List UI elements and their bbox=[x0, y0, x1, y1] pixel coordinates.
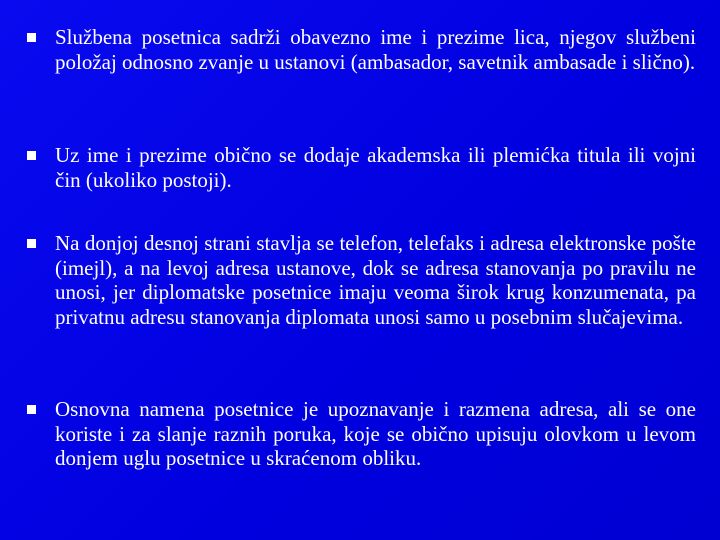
bullet-text: Uz ime i prezime obično se dodaje akademska ili plemićka titula ili vojni čin (ukoliko postoji). bbox=[55, 143, 696, 192]
bullet-text: Na donjoj desnoj strani stavlja se telefon, telefaks i adresa elektronske pošte (imejl), a na levoj adresa ustanove, dok se adresa stanovanja po pravilu ne unosi, jer diplomatske posetnice imaju veoma širok krug konzumenata, pa privatnu adresu stanovanja diplomata unosi samo u posebnim slučajevima. bbox=[55, 231, 696, 329]
bullet-item bbox=[24, 25, 696, 74]
square-bullet-icon bbox=[27, 405, 36, 414]
square-bullet-icon bbox=[27, 33, 36, 42]
square-bullet-icon bbox=[27, 239, 36, 248]
bullet-text: Osnovna namena posetnice je upoznavanje i razmena adresa, ali se one koriste i za slanje raznih poruka, koje se obično upisuju olovkom u levom donjem uglu posetnice u skraćenom obliku. bbox=[55, 397, 696, 470]
bullet-item bbox=[24, 143, 696, 192]
square-bullet-icon bbox=[27, 151, 36, 160]
bullet-item bbox=[24, 231, 696, 329]
bullet-item bbox=[24, 397, 696, 471]
bullet-text: Službena posetnica sadrži obavezno ime i prezime lica, njegov službeni položaj odnosno zvanje u ustanovi (ambasador, savetnik ambasade i slično). bbox=[55, 25, 696, 74]
